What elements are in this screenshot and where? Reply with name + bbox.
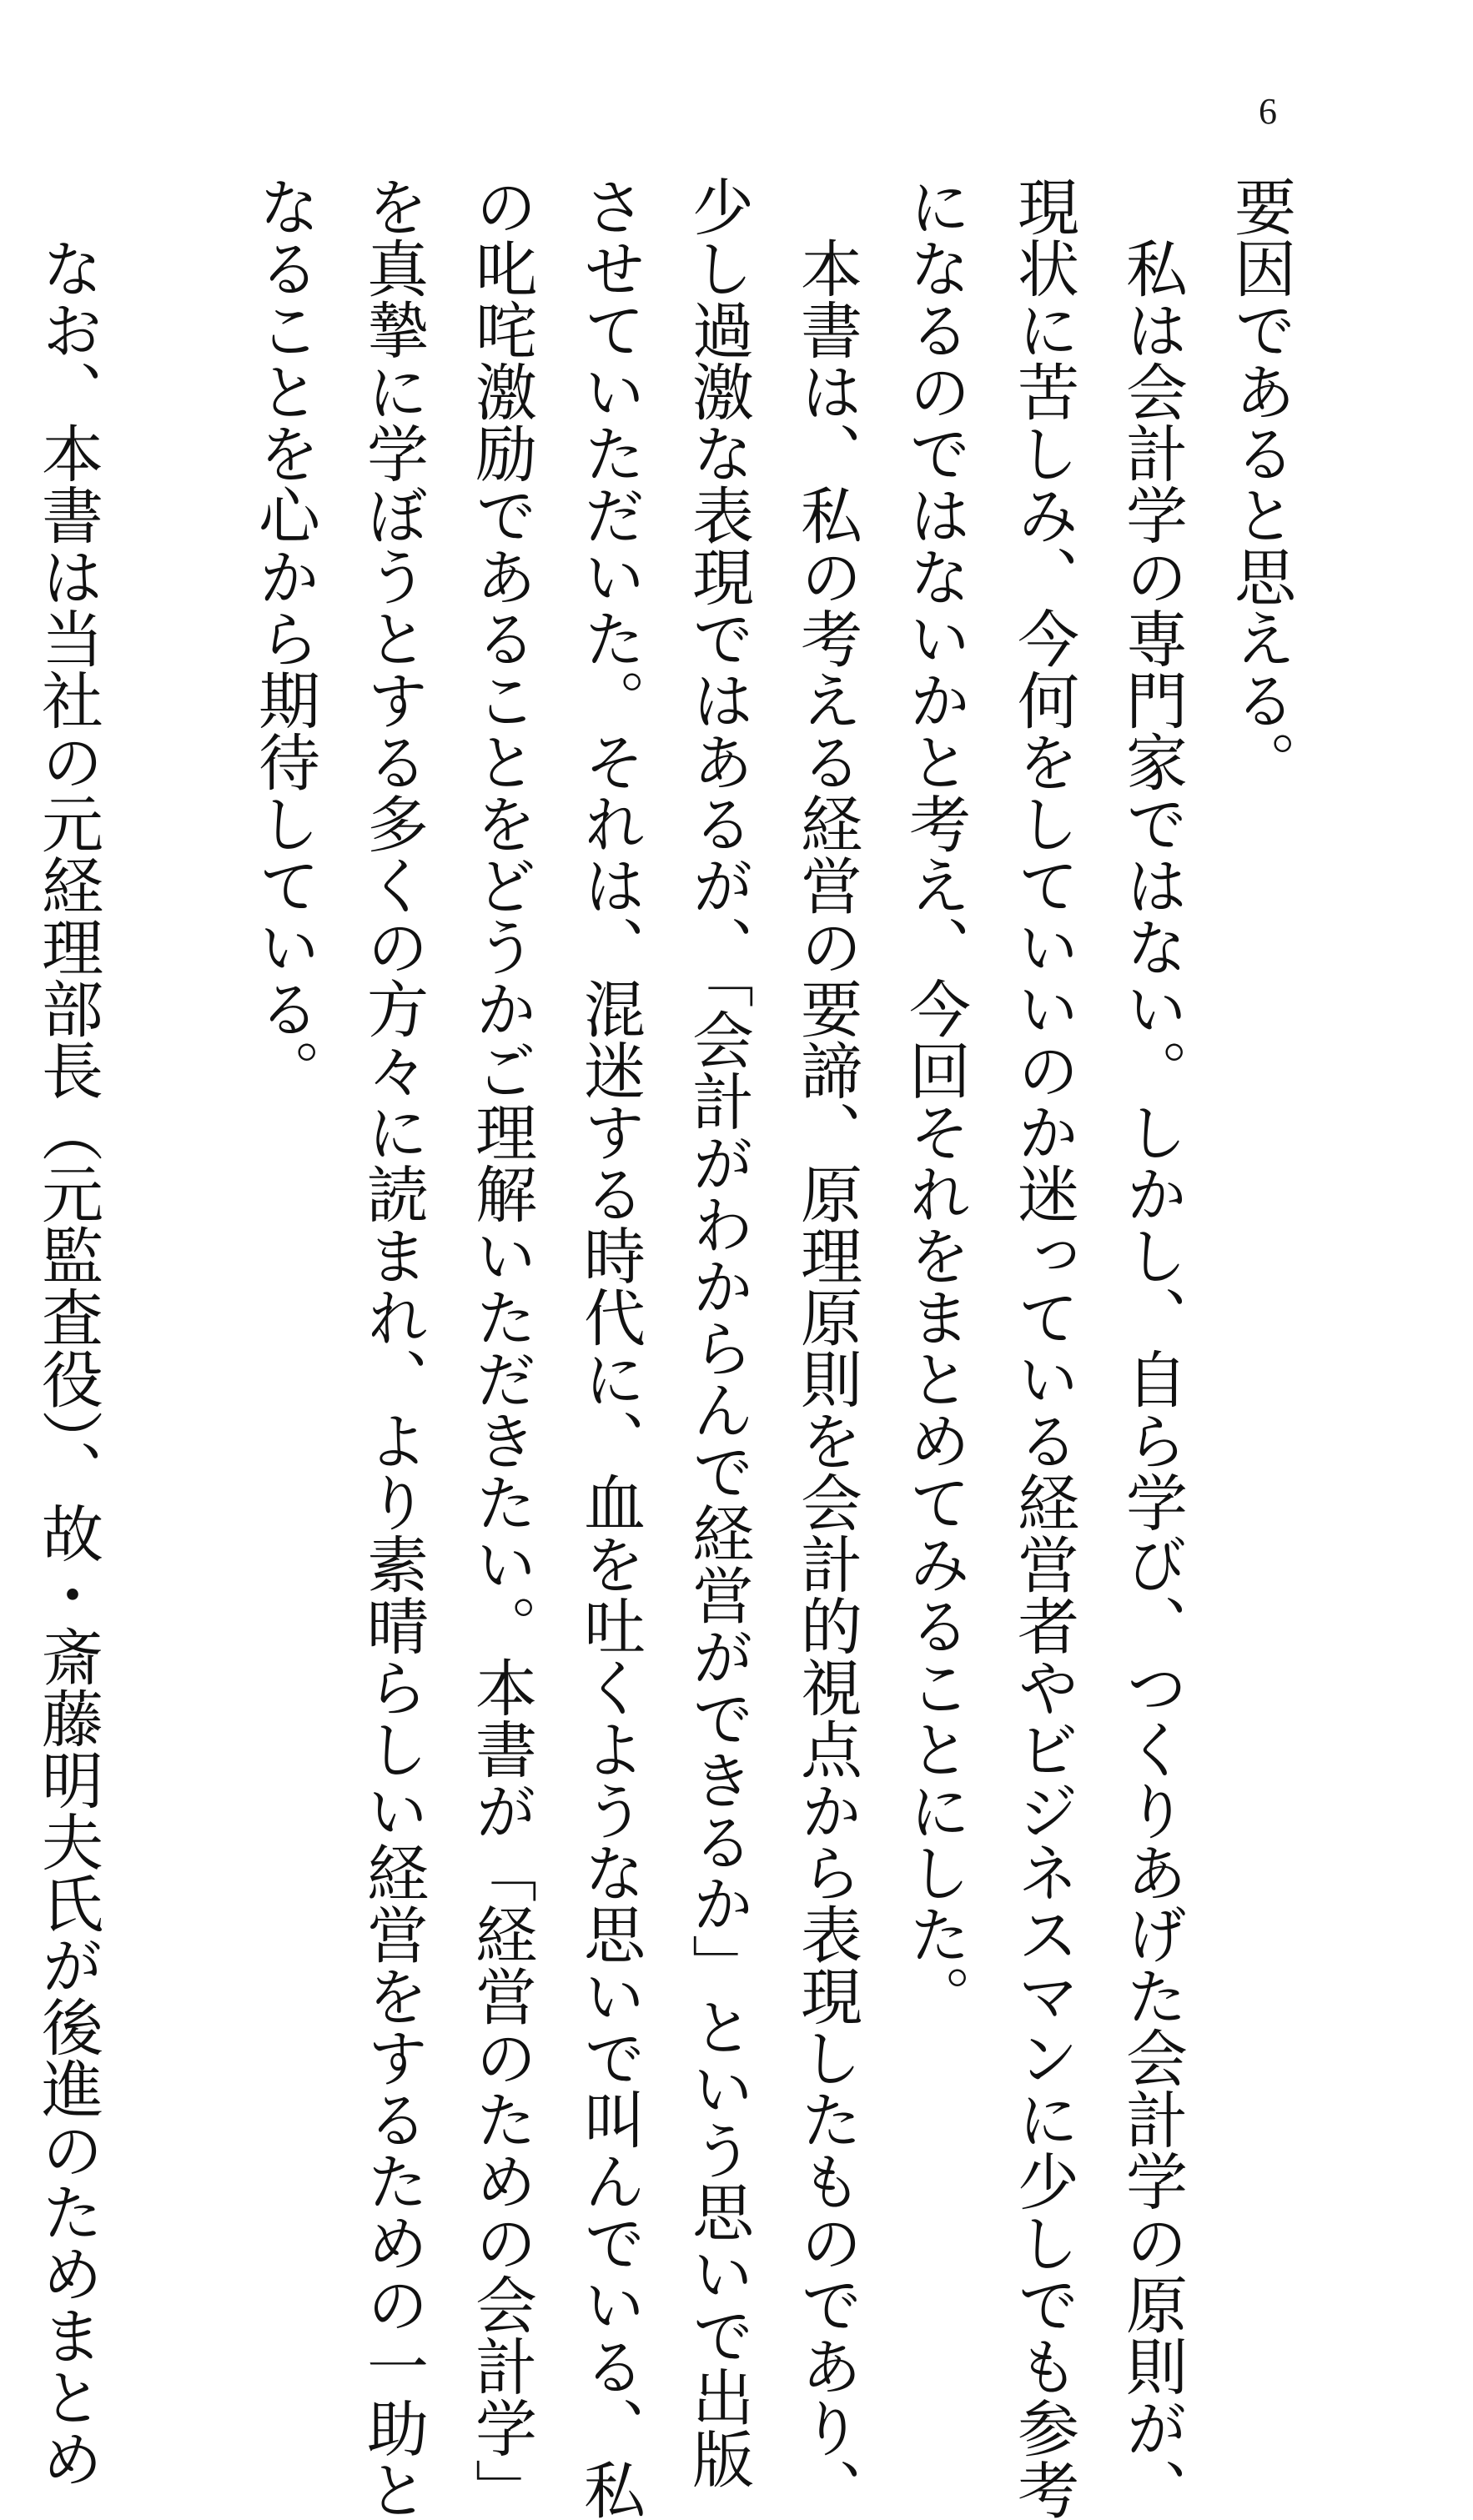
page-number: 6	[1259, 91, 1277, 132]
text-line: 本書は、私の考える経営の要諦、原理原則を会計的視点から表現したものであり、	[791, 175, 862, 2520]
text-line: 現状に苦しみ、今何をしていいのか迷っている経営者やビジネスマンに少しでも参考	[1008, 175, 1079, 2520]
text-line: なお、本書は当社の元経理部長（元監査役）、故・斎藤明夫氏が後進のためまとめ	[32, 175, 103, 2489]
text-line: 少し過激な表現ではあるが、「会計がわからんで経営ができるか」という思いで出版	[682, 175, 754, 2489]
blank-line	[122, 175, 230, 1951]
text-line: の叱咤激励であることをどうかご理解いただきたい。本書が「経営のための会計学」	[465, 175, 537, 2520]
text-line	[0, 175, 13, 1951]
text-line: を真摯に学ぼうとする多くの方々に読まれ、より素晴らしい経営をするための一助と	[357, 175, 429, 2520]
text-line: 要因であると思える。	[1224, 175, 1296, 792]
text-line: なることを心から期待している。	[249, 175, 320, 1101]
text-line: 私は会計学の専門家ではない。しかし、自ら学び、つくりあげた会計学の原則が、	[1116, 175, 1188, 2520]
text-line: させていただいた。それは、混迷する時代に、血を吐くような思いで叫んでいる、私	[574, 175, 646, 2520]
text-line: になるのではないかと考え、今回それをまとめてみることにした。	[899, 175, 971, 2026]
body-text	[0, 175, 1315, 2520]
